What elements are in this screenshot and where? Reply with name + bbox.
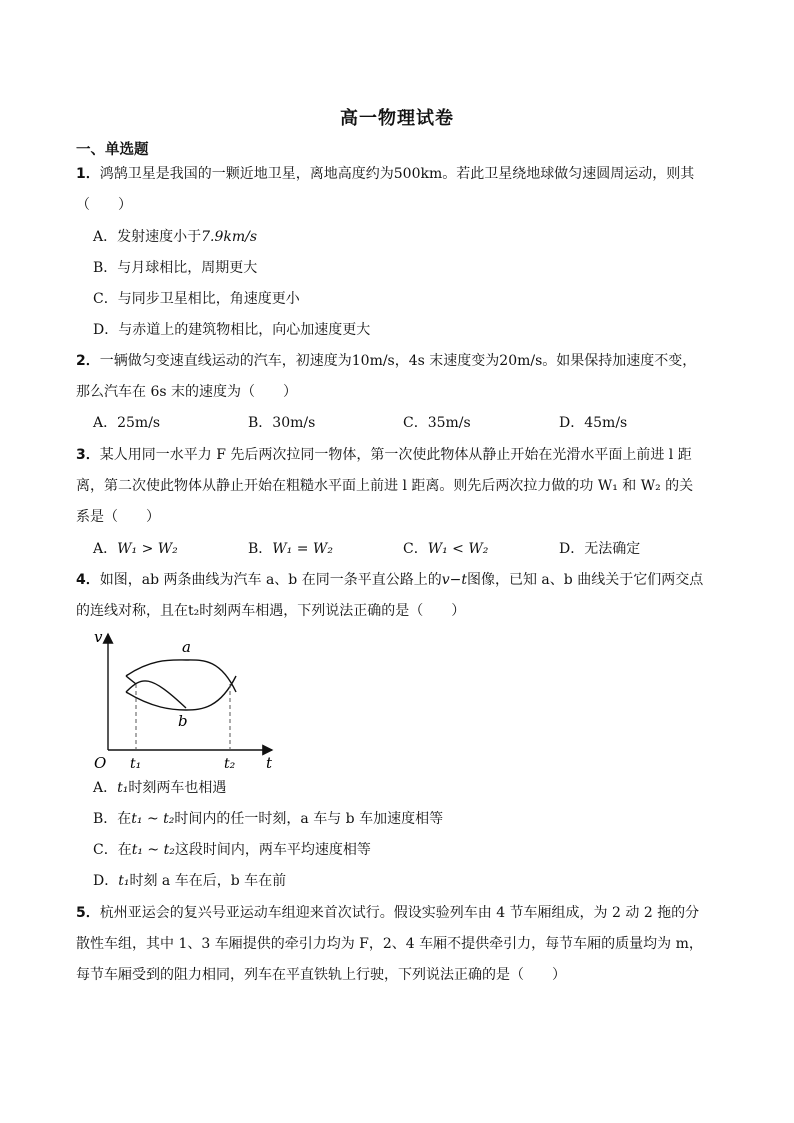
question-4-line-1 (76, 570, 703, 590)
math-expression: 7.9km/s (201, 229, 258, 245)
question-2-line-2: 那么汽车在 6s 末的速度为（ ） (76, 384, 297, 400)
math-expression: W₁ > W₂ (117, 541, 178, 557)
q3-option-b[interactable] (248, 539, 333, 559)
math-expression: v−t (441, 572, 467, 588)
q4-option-b[interactable] (93, 809, 443, 829)
question-number: 3． (76, 447, 100, 463)
question-text: 一辆做匀变速直线运动的汽车，初速度为10m/s，4s 末速度变为20m/s。如果保持加速度不变， (99, 353, 697, 369)
vt-graph (92, 630, 287, 770)
math-expression: t₁ ~ t₂ (131, 811, 175, 827)
question-5-line-2: 散性车组，其中 1、3 车厢提供的牵引力均为 F，2、4 车厢不提供牵引力，每节车厢的质量均为 m， (76, 936, 703, 952)
question-text: 如图，ab 两条曲线为汽车 a、b 在同一条平直公路上的 (99, 572, 442, 588)
q2-option-a[interactable]: A．25m/s (93, 415, 161, 431)
q2-option-d[interactable]: D．45m/s (559, 415, 628, 431)
question-4-line-2: 的连线对称，且在t₂时刻两车相遇，下列说法正确的是（ ） (76, 603, 466, 619)
origin-label: O (94, 754, 107, 770)
page-title: 高一物理试卷 (340, 108, 454, 129)
q2-option-b[interactable]: B．30m/s (248, 415, 316, 431)
v-label: v (94, 630, 103, 646)
curve-a (126, 660, 236, 692)
question-number: 2． (76, 353, 100, 369)
q4-option-d[interactable] (93, 871, 286, 891)
option-text: 时刻两车也相遇 (128, 780, 227, 796)
question-5-line-1 (76, 903, 699, 923)
math-expression: t₁ ~ t₂ (131, 842, 175, 858)
q3-option-d[interactable]: D．无法确定 (559, 541, 641, 557)
option-label: C．在 (93, 842, 132, 858)
question-text: 鸿鹄卫星是我国的一颗近地卫星，离地高度约为500km。若此卫星绕地球做匀速圆周运动，则其 (99, 166, 695, 182)
math-expression: t₁ (118, 873, 130, 889)
option-text: 这段时间内，两车平均速度相等 (174, 842, 371, 858)
option-text: 时间内的任一时刻，a 车与 b 车加速度相等 (174, 811, 444, 827)
q4-option-a[interactable] (93, 778, 226, 798)
question-number: 4． (76, 572, 100, 588)
option-text: 时刻 a 车在后，b 车在前 (129, 873, 287, 889)
q1-option-d[interactable]: D．与赤道上的建筑物相比，向心加速度更大 (93, 322, 371, 338)
t-label: t (266, 754, 273, 770)
curve-a-ext (126, 676, 136, 684)
curve-b-label: b (178, 712, 188, 730)
math-expression: W₁ = W₂ (272, 541, 333, 557)
q1-option-a[interactable] (93, 227, 257, 247)
q1-option-b[interactable]: B．与月球相比，周期更大 (93, 260, 258, 276)
q3-option-c[interactable] (403, 539, 488, 559)
question-5-line-3: 每节车厢受到的阻力相同，列车在平直铁轨上行驶，下列说法正确的是（ ） (76, 967, 566, 983)
option-label: D． (93, 873, 119, 889)
section-heading: 一、单选题 (76, 142, 149, 158)
question-number: 5． (76, 905, 100, 921)
math-expression: W₁ < W₂ (427, 541, 489, 557)
option-label: A．发射速度小于 (93, 229, 202, 245)
curve-b (126, 676, 236, 710)
question-1-line-2: （ ） (76, 197, 132, 213)
question-text: 某人用同一水平力 F 先后两次拉同一物体，第一次使此物体从静止开始在光滑水平面上前进 l 距 (99, 447, 692, 463)
option-label: B． (248, 541, 273, 557)
curve-a-label: a (182, 638, 191, 656)
question-text: 图像，已知 a、b 曲线关于它们两交点 (466, 572, 704, 588)
t2-label: t₂ (224, 756, 236, 770)
question-number: 1． (76, 166, 100, 182)
question-3-line-1 (76, 445, 692, 465)
q4-option-c[interactable] (93, 840, 371, 860)
option-label: B．在 (93, 811, 132, 827)
option-label: C． (403, 541, 428, 557)
q1-option-c[interactable]: C．与同步卫星相比，角速度更小 (93, 291, 300, 307)
t1-label: t₁ (130, 756, 142, 770)
question-text: 杭州亚运会的复兴号亚运动车组迎来首次试行。假设实验列车由 4 节车厢组成，为 2 动 2 拖的分 (99, 905, 700, 921)
question-2-line-1 (76, 351, 696, 371)
q3-option-a[interactable] (93, 539, 178, 559)
question-3-line-2: 离，第二次使此物体从静止开始在粗糙水平面上前进 l 距离。则先后两次拉力做的功 W₁ 和 W₂ 的关 (76, 478, 694, 494)
option-label: A． (93, 780, 118, 796)
option-label: A． (93, 541, 118, 557)
math-expression: t₁ (117, 780, 129, 796)
question-3-line-3: 系是（ ） (76, 509, 160, 525)
question-1-line-1 (76, 164, 694, 184)
q2-option-c[interactable]: C．35m/s (403, 415, 471, 431)
